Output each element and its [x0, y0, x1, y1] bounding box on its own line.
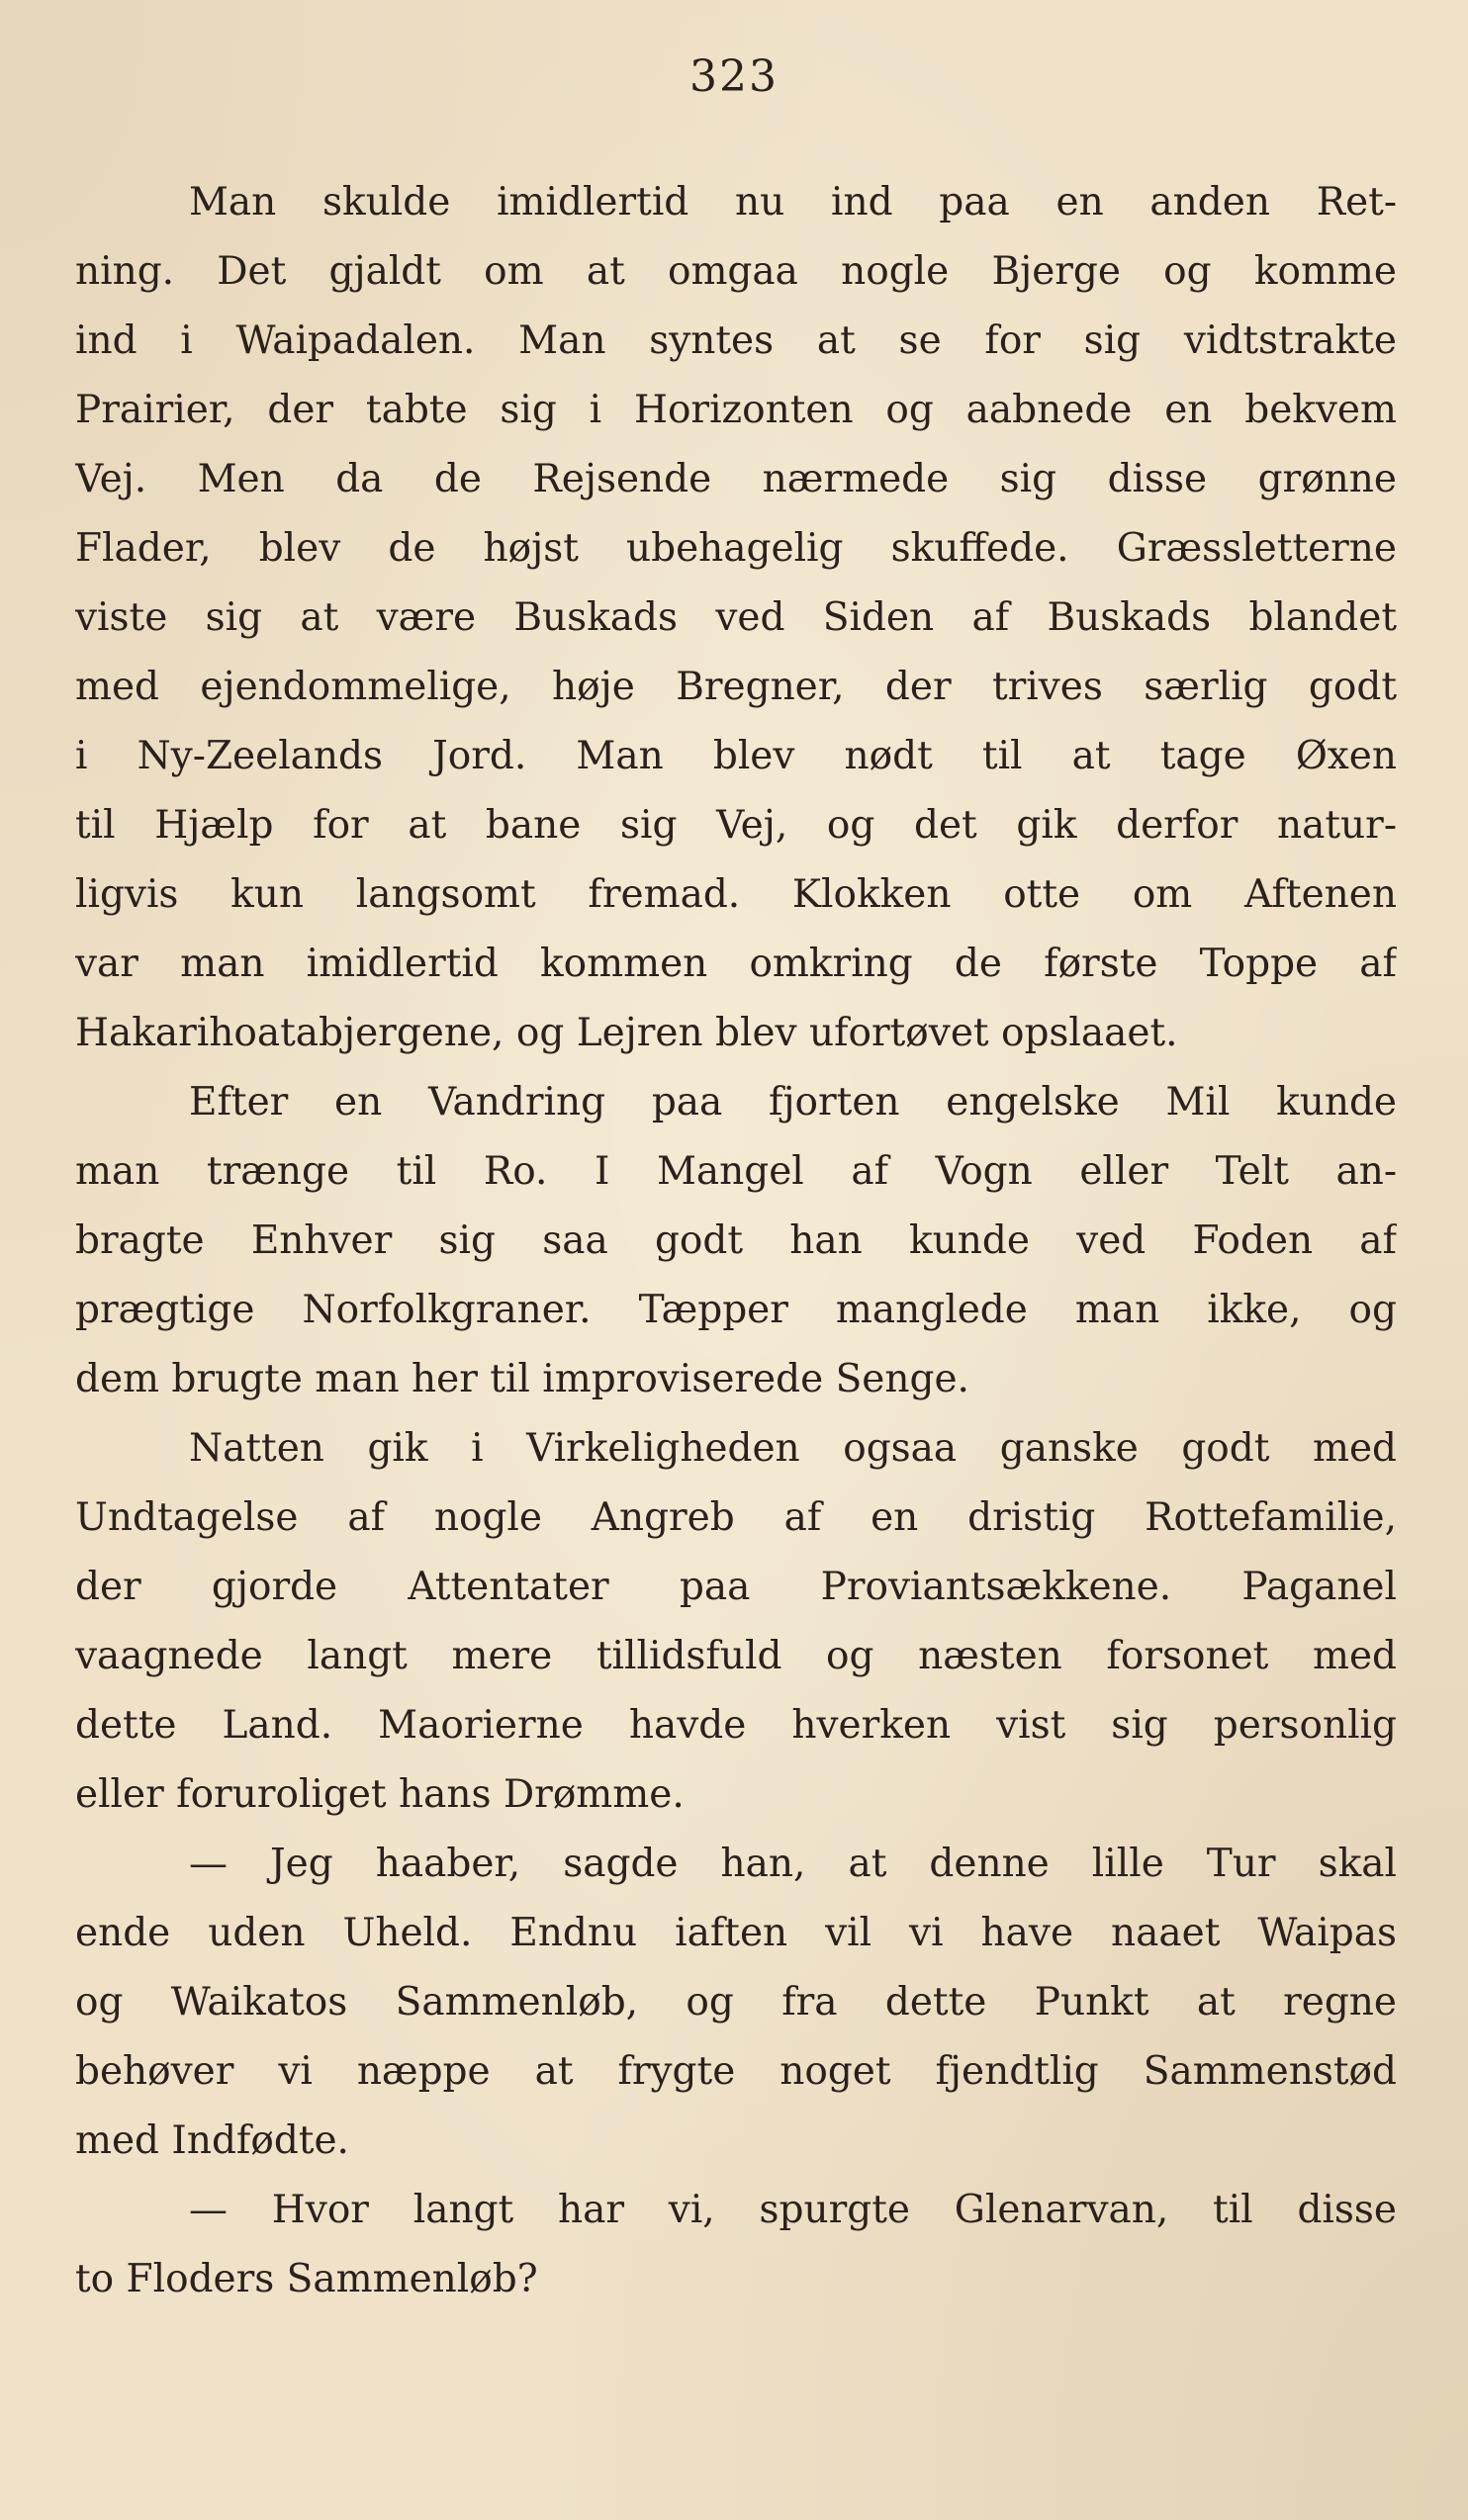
- text-line: vaagnede langt mere tillidsfuld og næsten forsonet med: [75, 1634, 1397, 1678]
- text-line: — Jeg haaber, sagde han, at denne lille Tur skal: [189, 1842, 1397, 1886]
- body-text: [75, 168, 1397, 2314]
- text-line: Efter en Vandring paa fjorten engelske Mil kunde: [189, 1080, 1397, 1125]
- text-line: Man skulde imidlertid nu ind paa en anden Ret-: [189, 180, 1397, 225]
- text-line: i Ny-Zeelands Jord. Man blev nødt til at tage Øxen: [75, 734, 1397, 778]
- text-line: Flader, blev de højst ubehagelig skuffede. Græssletterne: [75, 526, 1397, 571]
- text-line: til Hjælp for at bane sig Vej, og det gik derfor natur-: [75, 803, 1397, 848]
- text-line: ende uden Uheld. Endnu iaften vil vi have naaet Waipas: [75, 1911, 1397, 1955]
- text-line: Natten gik i Virkeligheden ogsaa ganske godt med: [189, 1426, 1397, 1471]
- text-line: med ejendommelige, høje Bregner, der trives særlig godt: [75, 665, 1397, 709]
- page-number: 323: [689, 51, 779, 102]
- text-line: Prairier, der tabte sig i Horizonten og aabnede en bekvem: [75, 388, 1397, 432]
- text-line: — Hvor langt har vi, spurgte Glenarvan, til disse: [189, 2188, 1397, 2232]
- text-line: ning. Det gjaldt om at omgaa nogle Bjerge og komme: [75, 249, 1397, 294]
- text-line: Hakarihoatabjergene, og Lejren blev ufortøvet opslaaet.: [75, 1011, 1178, 1055]
- text-line: der gjorde Attentater paa Proviantsækkene. Paganel: [75, 1565, 1397, 1609]
- text-line: og Waikatos Sammenløb, og fra dette Punkt at regne: [75, 1980, 1397, 2025]
- text-line: eller foruroliget hans Drømme.: [75, 1772, 685, 1817]
- text-line: viste sig at være Buskads ved Siden af Buskads blandet: [75, 595, 1397, 640]
- text-line: bragte Enhver sig saa godt han kunde ved Foden af: [75, 1218, 1397, 1263]
- text-line: dette Land. Maorierne havde hverken vist sig personlig: [75, 1703, 1397, 1748]
- text-line: ind i Waipadalen. Man syntes at se for sig vidtstrakte: [75, 318, 1397, 363]
- text-line: Vej. Men da de Rejsende nærmede sig disse grønne: [75, 457, 1397, 501]
- text-line: var man imidlertid kommen omkring de første Toppe af: [75, 942, 1397, 986]
- text-line: dem brugte man her til improviserede Senge.: [75, 1357, 969, 1401]
- text-line: Undtagelse af nogle Angreb af en dristig Rottefamilie,: [75, 1495, 1397, 1540]
- text-line: behøver vi næppe at frygte noget fjendtlig Sammenstød: [75, 2049, 1397, 2094]
- text-line: ligvis kun langsomt fremad. Klokken otte om Aftenen: [75, 872, 1397, 917]
- text-line: man trænge til Ro. I Mangel af Vogn eller Telt an-: [75, 1149, 1397, 1194]
- text-line: prægtige Norfolkgraner. Tæpper manglede man ikke, og: [75, 1288, 1397, 1332]
- text-line: med Indfødte.: [75, 2118, 349, 2163]
- text-line: to Floders Sammenløb?: [75, 2257, 538, 2301]
